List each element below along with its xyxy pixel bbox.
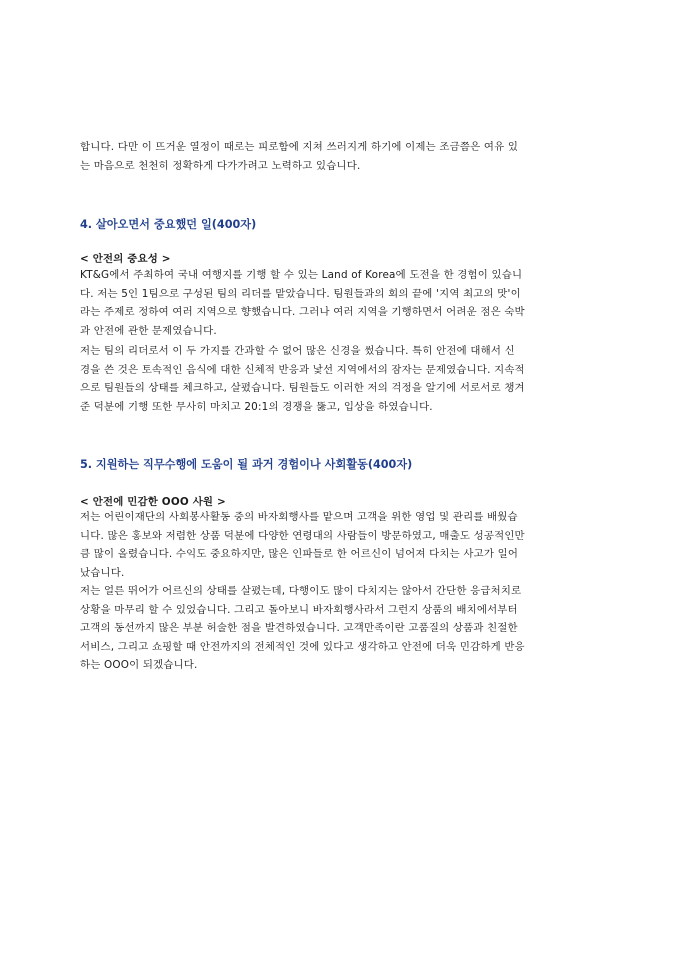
section4-p1-line: 과 안전에 관한 문제였습니다. [80,324,217,337]
section5-subtitle: < 안전에 민감한 OOO 사원 > [80,496,226,508]
section4-p1-line: 다. 저는 5인 1팀으로 구성된 팀의 리더를 맡았습니다. 팀원들과의 회의 끝에 '지역 최고의 맛'이 [80,287,521,300]
intro-line: 합니다. 다만 이 뜨거운 열정이 때로는 피로함에 지쳐 쓰러지게 하기에 이제는 조금쯤은 여유 있 [80,141,519,153]
section5-p2-line: 상황을 마무리 할 수 있었습니다. 그리고 돌아보니 바자회행사라서 그런지 상품의 배치에서부터 [80,603,518,616]
section4-subtitle: < 안전의 중요성 > [80,253,171,265]
section5-p1-line: 저는 어린이재단의 사회봉사활동 중의 바자회행사를 맡으며 고객을 위한 영업 및 관리를 배웠습 [80,511,518,523]
section5-p1-line: 났습니다. [80,566,125,579]
section4-paragraph-2 [80,342,600,416]
section4-p2-line: 준 덕분에 기행 또한 무사히 마치고 20:1의 경쟁을 뚫고, 입상을 하였습니다. [80,400,433,413]
section4-p1-line: 라는 주제로 정하여 여러 지역으로 향했습니다. 그러나 여러 지역을 기행하면서 어려운 점은 숙박 [80,306,525,319]
section4-p1-line: KT&G에서 주최하여 국내 여행지를 기행 할 수 있는 Land of Korea에 도전을 한 경험이 있습니 [80,269,523,281]
section5-paragraph-1 [80,508,600,582]
section4-p2-line: 으로 팀원들의 상태를 체크하고, 살폈습니다. 팀원들도 이러한 저의 걱정을 알기에 서로서로 챙겨 [80,382,525,395]
section5-title: 5. 지원하는 직무수행에 도움이 될 과거 경험이나 사회활동(400자) [80,458,413,471]
section5-p2-line: 하는 OOO이 되겠습니다. [80,659,198,672]
section5-p1-line: 니다. 많은 홍보와 저렴한 상품 덕분에 다양한 연령대의 사람들이 방문하였고, 매출도 성공적인만 [80,529,525,542]
section5-p2-line: 저는 얼른 뛰어가 어르신의 상태를 살폈는데, 다행이도 많이 다치지는 않아서 간단한 응급처치로 [80,585,522,597]
section4-p2-line: 경을 쓴 것은 토속적인 음식에 대한 신체적 반응과 낯선 지역에서의 잠자는 문제였습니다. 지속적 [80,363,525,376]
section5-p1-line: 큼 많이 올렸습니다. 수익도 중요하지만, 많은 인파들로 한 어르신이 넘어져 다치는 사고가 일어 [80,548,519,561]
section4-title: 4. 살아오면서 중요했던 일(400자) [80,218,257,231]
section4-p2-line: 저는 팀의 리더로서 이 두 가지를 간과할 수 없어 많은 신경을 썼습니다. 특히 안전에 대해서 신 [80,345,515,357]
intro-line: 는 마음으로 천천히 정확하게 다가가려고 노력하고 있습니다. [80,159,361,172]
section5-p2-line: 고객의 동선까지 많은 부분 허술한 점을 발견하였습니다. 고객만족이란 고품질의 상품과 친절한 [80,622,518,635]
section5-paragraph-2 [80,582,600,675]
section4-paragraph-1 [80,266,600,340]
intro-paragraph [80,138,600,175]
section5-p2-line: 서비스, 그리고 쇼핑할 때 안전까지의 전체적인 것에 있다고 생각하고 안전에 더욱 민감하게 반응 [80,640,525,653]
